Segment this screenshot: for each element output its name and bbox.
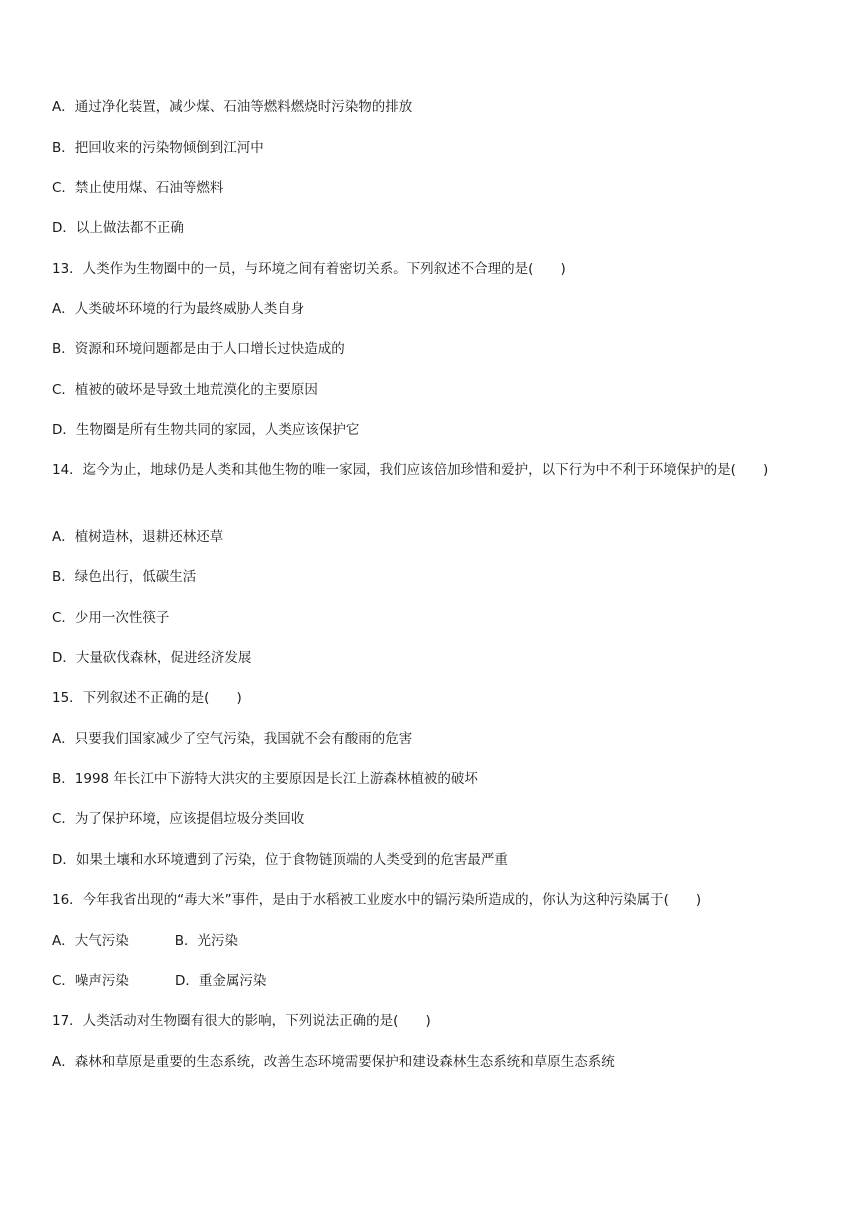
q16-options-row-2 [52, 971, 822, 991]
q16-options-row-1 [52, 931, 822, 951]
q15-option-c: C．为了保护环境，应该提倡垃圾分类回收 [52, 811, 305, 827]
q15-option-b: B．1998 年长江中下游特大洪灾的主要原因是长江上游森林植被的破坏 [52, 771, 478, 787]
q13-option-a: A．人类破坏环境的行为最终威胁人类自身 [52, 301, 305, 317]
q17-stem: 17．人类活动对生物圈有很大的影响，下列说法正确的是( ) [52, 1013, 431, 1029]
q13-option-b: B．资源和环境问题都是由于人口增长过快造成的 [52, 341, 345, 357]
q14-stem: 14．迄今为止，地球仍是人类和其他生物的唯一家园，我们应该倍加珍惜和爱护，以下行为中不利于环境保护的是( ) [52, 462, 769, 478]
q16-option-a: A．大气污染 [52, 933, 129, 949]
q12-option-d: D．以上做法都不正确 [52, 220, 184, 236]
q15-option-a: A．只要我们国家减少了空气污染，我国就不会有酸雨的危害 [52, 731, 413, 747]
q16-option-c: C．噪声污染 [52, 973, 129, 989]
q14-option-c: C．少用一次性筷子 [52, 610, 170, 626]
q13-option-d: D．生物圈是所有生物共同的家园，人类应该保护它 [52, 422, 360, 438]
q15-option-d: D．如果土壤和水环境遭到了污染，位于食物链顶端的人类受到的危害最严重 [52, 852, 508, 868]
q12-option-c: C．禁止使用煤、石油等燃料 [52, 180, 224, 196]
q14-option-d: D．大量砍伐森林，促进经济发展 [52, 650, 252, 666]
q13-option-c: C．植被的破坏是导致土地荒漠化的主要原因 [52, 382, 318, 398]
q16-option-d: D．重金属污染 [174, 973, 267, 989]
q16-option-b: B．光污染 [174, 933, 239, 949]
q17-option-a: A．森林和草原是重要的生态系统，改善生态环境需要保护和建设森林生态系统和草原生态系统 [52, 1054, 615, 1070]
q12-option-b: B．把回收来的污染物倾倒到江河中 [52, 140, 264, 156]
q16-stem: 16．今年我省出现的“毒大米”事件，是由于水稻被工业废水中的镉污染所造成的，你认为这种污染属于( ) [52, 892, 702, 908]
q12-option-a: A．通过净化装置，减少煤、石油等燃料燃烧时污染物的排放 [52, 99, 413, 115]
q14-option-a: A．植树造林，退耕还林还草 [52, 529, 224, 545]
q13-stem: 13．人类作为生物圈中的一员，与环境之间有着密切关系。下列叙述不合理的是( ) [52, 261, 566, 277]
q15-stem: 15．下列叙述不正确的是( ) [52, 690, 242, 706]
q14-option-b: B．绿色出行，低碳生活 [52, 569, 197, 585]
